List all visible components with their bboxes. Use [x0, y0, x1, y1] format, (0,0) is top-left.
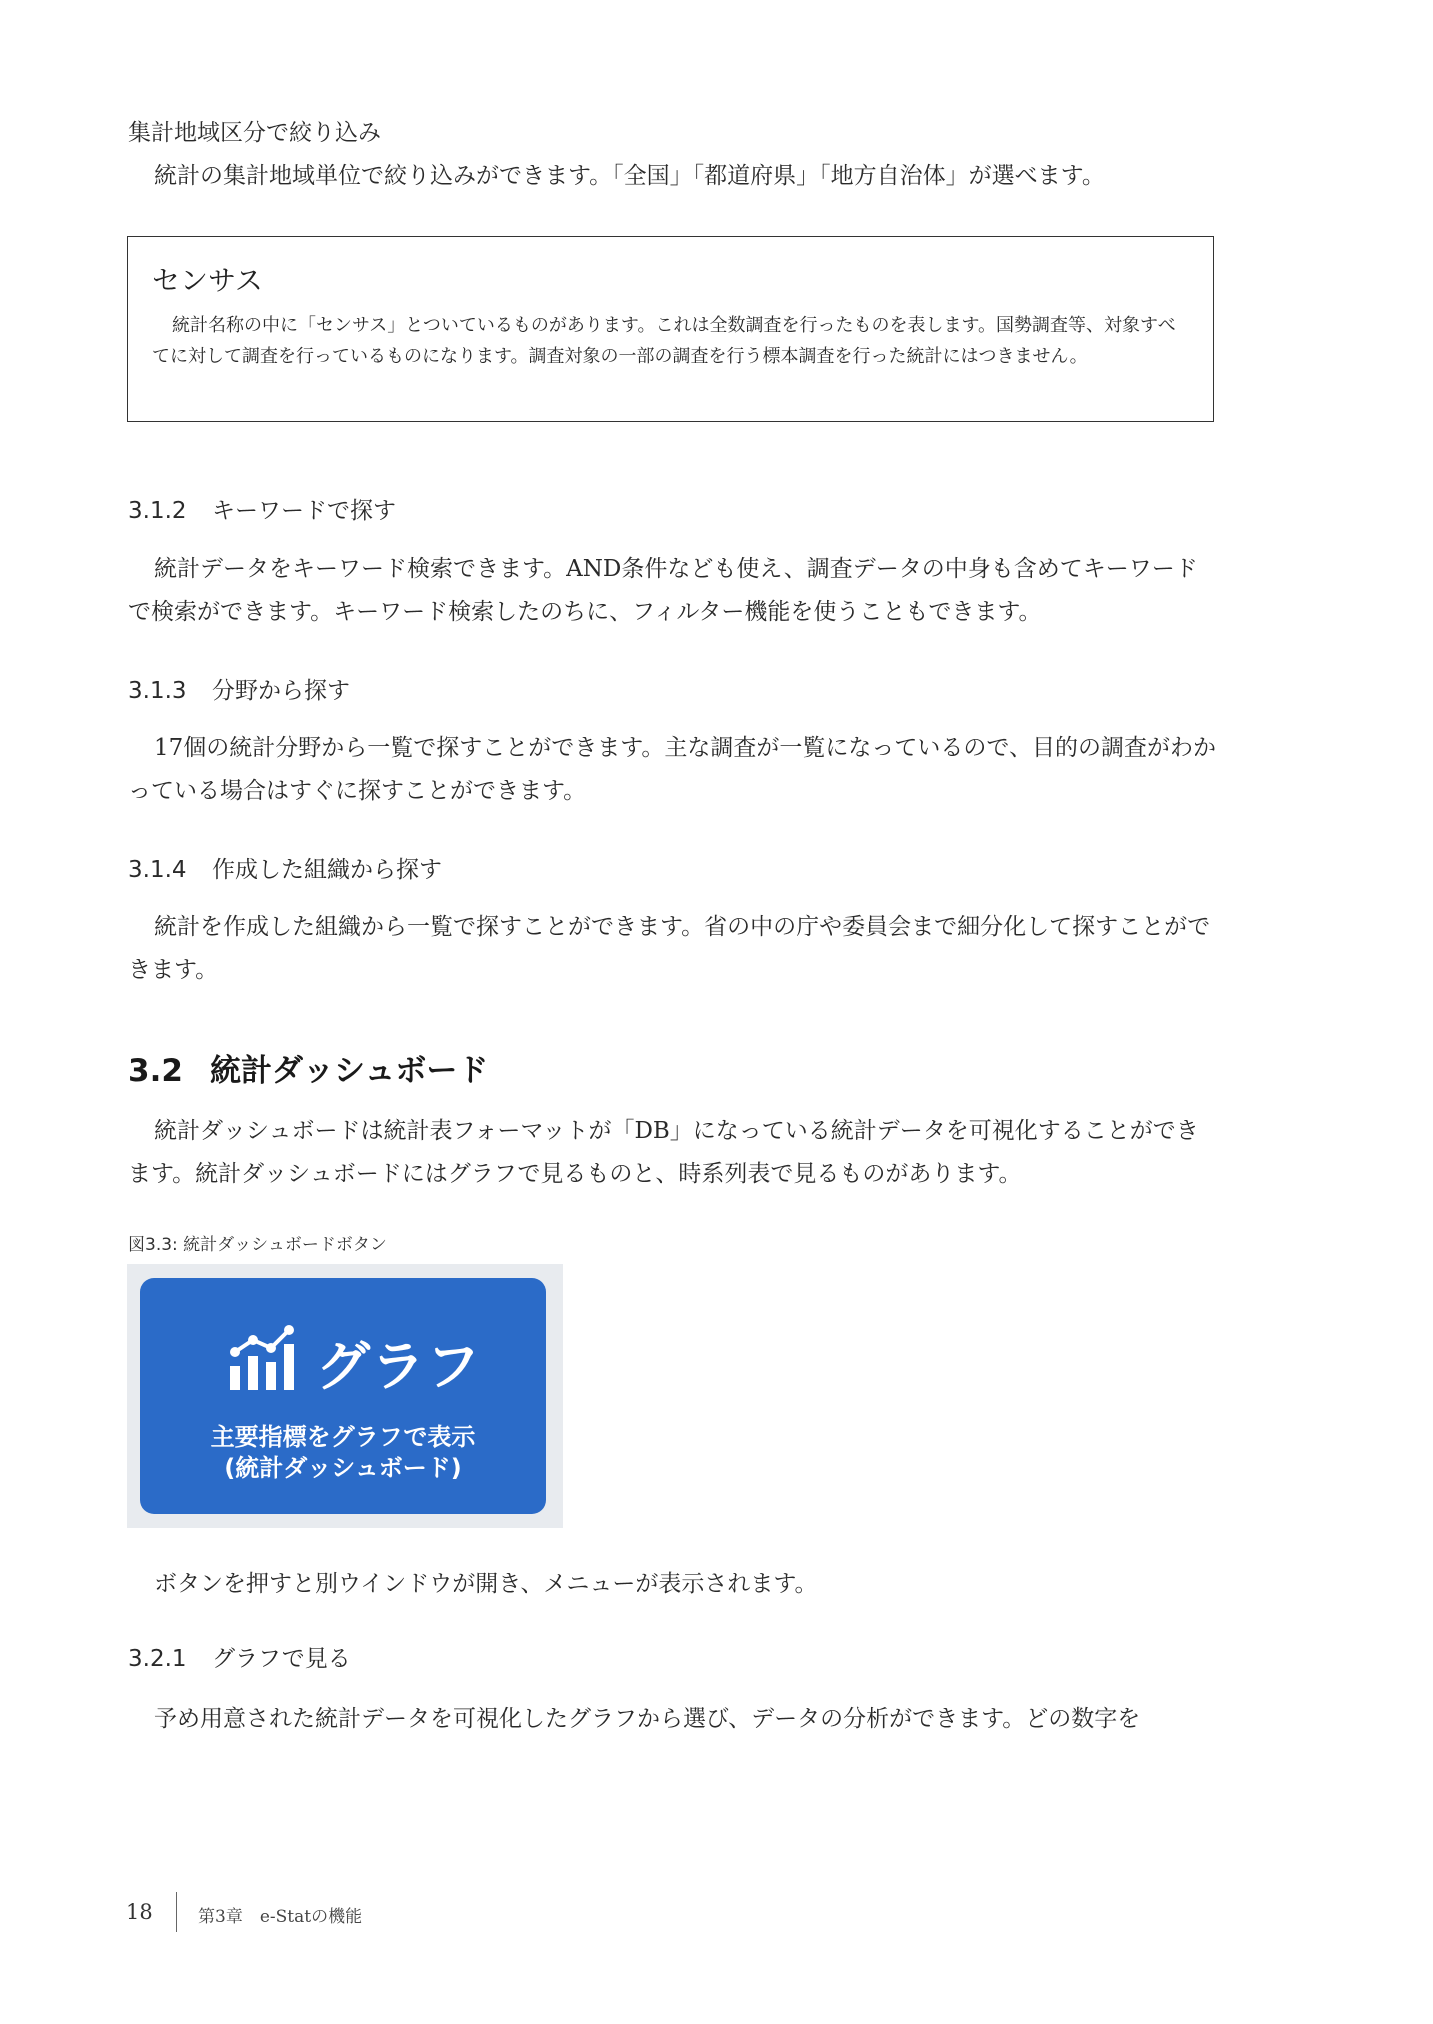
section-title-text: 作成した組織から探す: [212, 857, 442, 883]
section-title-text: 統計ダッシュボード: [210, 1053, 489, 1089]
note-title: センサス: [152, 264, 263, 297]
filter-area-text: [128, 155, 1218, 198]
section-text-content: 統計データをキーワード検索できます。AND条件なども使え、調査データの中身も含めてキーワードで検索ができます。キーワード検索したのちに、フィルター機能を使うこともできます。: [128, 556, 1198, 625]
filter-area-heading: 集計地域区分で絞り込み: [128, 120, 381, 146]
footer-chapter: 第3章 e-Statの機能: [198, 1907, 363, 1927]
bar-chart-icon: [228, 1322, 302, 1392]
note-body-text: 統計名称の中に「センサス」とついているものがあります。これは全数調査を行ったものを表します。国勢調査等、対象すべてに対して調査を行っているものになります。調査対象の一部の調査を行う標本調査を行った統計にはつきません。: [152, 315, 1176, 367]
graph-button-sub1: 主要指標をグラフで表示: [210, 1423, 476, 1451]
graph-dashboard-button[interactable]: [140, 1278, 546, 1514]
section-text-content: 17個の統計分野から一覧で探すことができます。主な調査が一覧になっているので、目的の調査がわかっている場合はすぐに探すことができます。: [128, 735, 1216, 804]
section-number: 3.1.2: [128, 498, 187, 524]
section-title-text: グラフで見る: [212, 1646, 351, 1672]
section-3-2-1-title: [128, 1640, 351, 1673]
section-3-2-text: [128, 1110, 1218, 1196]
graph-button-label: グラフ: [316, 1335, 481, 1398]
figure-container: [127, 1264, 563, 1528]
footer-divider: [176, 1892, 177, 1932]
section-3-1-4-title: [128, 851, 442, 884]
after-figure-text-content: ボタンを押すと別ウインドウが開き、メニューが表示されます。: [154, 1571, 818, 1597]
section-title-text: キーワードで探す: [212, 498, 396, 524]
section-3-1-4-text: [128, 906, 1218, 992]
page-number: 18: [126, 1900, 153, 1924]
section-3-1-2-title: [128, 492, 396, 525]
graph-button-sub2: (統計ダッシュボード): [224, 1454, 462, 1482]
section-text-content: 予め用意された統計データを可視化したグラフから選び、データの分析ができます。どの数字を: [154, 1706, 1141, 1732]
filter-area-text-content: 統計の集計地域単位で絞り込みができます。「全国」「都道府県」「地方自治体」が選べます。: [154, 163, 1105, 189]
figure-caption: 図3.3: 統計ダッシュボードボタン: [128, 1235, 387, 1255]
census-note-box: [127, 236, 1214, 422]
section-title-text: 分野から探す: [212, 678, 350, 704]
section-3-1-3-text: [128, 727, 1218, 813]
section-text-content: 統計ダッシュボードは統計表フォーマットが「DB」になっている統計データを可視化することができます。統計ダッシュボードにはグラフで見るものと、時系列表で見るものがあります。: [128, 1118, 1199, 1187]
note-body: [152, 310, 1192, 372]
section-number: 3.2.1: [128, 1646, 187, 1672]
after-figure-text: [128, 1563, 1218, 1606]
section-text-content: 統計を作成した組織から一覧で探すことができます。省の中の庁や委員会まで細分化して探すことができます。: [128, 914, 1211, 983]
section-number: 3.2: [128, 1053, 183, 1089]
section-3-1-2-text: [128, 548, 1218, 634]
section-number: 3.1.3: [128, 678, 187, 704]
section-number: 3.1.4: [128, 857, 187, 883]
section-3-2-title: [128, 1045, 488, 1090]
section-3-2-1-text: [128, 1698, 1218, 1741]
section-3-1-3-title: [128, 672, 350, 705]
